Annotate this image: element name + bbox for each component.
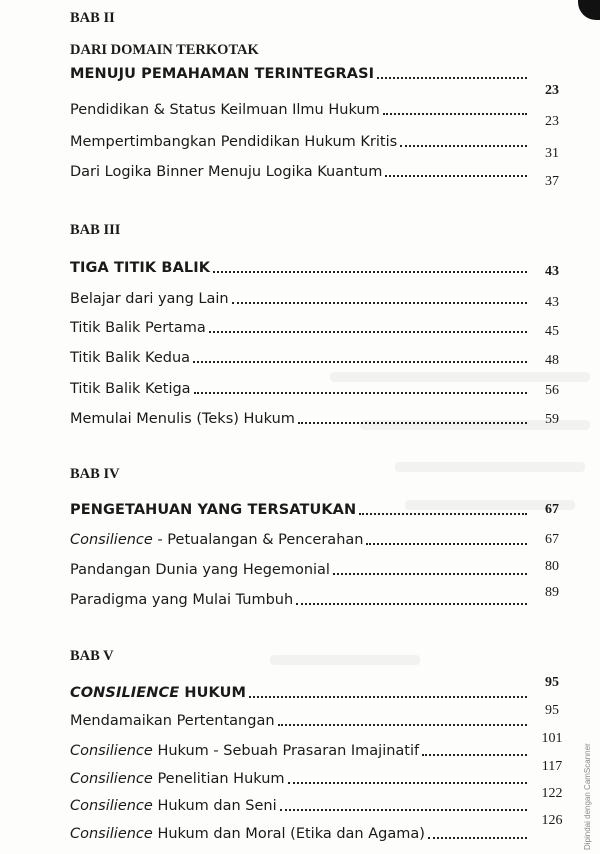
entry-text: Pendidikan & Status Keilmuan Ilmu Hukum — [70, 102, 380, 118]
show-through — [395, 462, 585, 472]
leader-dots — [428, 836, 527, 839]
entry-rest: Penelitian Hukum — [152, 771, 285, 787]
page-number: 126 — [541, 813, 563, 828]
toc-entry — [70, 344, 530, 366]
show-through — [270, 655, 420, 665]
toc-chapter-entry — [70, 679, 530, 701]
leader-dots — [278, 723, 527, 726]
chapter-label-bab-4: BAB IV — [70, 466, 120, 482]
scanner-watermark — [583, 700, 595, 850]
page-number: 23 — [545, 114, 559, 129]
page-number: 48 — [545, 353, 559, 368]
entry-text: Mempertimbangkan Pendidikan Hukum Kritis — [70, 134, 398, 150]
toc-entry — [70, 586, 530, 608]
entry-rest: Hukum dan Seni — [152, 798, 277, 814]
entry-text: MENUJU PEMAHAMAN TERINTEGRASI — [70, 66, 375, 82]
leader-dots — [288, 781, 527, 784]
leader-dots — [359, 512, 527, 515]
toc-entry — [70, 707, 530, 729]
entry-text — [70, 743, 419, 759]
page-number: 37 — [545, 174, 559, 189]
entry-text: Mendamaikan Pertentangan — [70, 713, 275, 729]
entry-text — [70, 826, 425, 842]
entry-italic: Consilience — [70, 826, 153, 842]
page-number: 80 — [545, 559, 559, 574]
entry-rest: Hukum dan Moral (Etika dan Agama) — [152, 826, 425, 842]
leader-dots — [232, 301, 527, 304]
page-number: 56 — [545, 383, 559, 398]
watermark-text: Dipindai dengan CamScanner — [583, 743, 592, 850]
entry-text: Pandangan Dunia yang Hegemonial — [70, 562, 330, 578]
toc-entry — [70, 158, 530, 180]
toc-entry — [70, 375, 530, 397]
entry-text: Belajar dari yang Lain — [70, 291, 229, 307]
page-number: 117 — [541, 759, 563, 774]
leader-dots — [400, 144, 527, 147]
entry-text — [70, 798, 277, 814]
page-number: 31 — [545, 146, 559, 161]
page-number: 95 — [545, 675, 559, 690]
chapter-label-bab-5: BAB V — [70, 648, 114, 664]
toc-entry — [70, 765, 530, 787]
leader-dots — [296, 602, 527, 605]
toc-entry — [70, 556, 530, 578]
toc-entry — [70, 405, 530, 427]
leader-dots — [333, 572, 527, 575]
leader-dots — [383, 112, 527, 115]
entry-italic: CONSILIENCE — [70, 685, 180, 701]
page-number: 67 — [545, 502, 559, 517]
entry-text: Memulai Menulis (Teks) Hukum — [70, 411, 295, 427]
chapter-title-line1: DARI DOMAIN TERKOTAK — [70, 42, 259, 58]
entry-text: Titik Balik Kedua — [70, 350, 191, 366]
page-number: 122 — [541, 786, 563, 801]
entry-rest: Hukum - Sebuah Prasaran Imajinatif — [152, 743, 420, 759]
toc-entry — [70, 314, 530, 336]
leader-dots — [385, 174, 527, 177]
toc-entry — [70, 526, 530, 548]
toc-entry — [70, 792, 530, 814]
toc-chapter-entry — [70, 60, 530, 82]
entry-text: PENGETAHUAN YANG TERSATUKAN — [70, 502, 357, 518]
leader-dots — [249, 695, 527, 698]
entry-text: Titik Balik Ketiga — [70, 381, 191, 397]
page-number: 23 — [545, 83, 559, 98]
page-number: 45 — [545, 324, 559, 339]
toc-entry — [70, 737, 530, 759]
leader-dots — [366, 542, 527, 545]
toc-chapter-entry — [70, 254, 530, 276]
chapter-label-bab-3: BAB III — [70, 222, 121, 238]
leader-dots — [209, 330, 527, 333]
entry-text: Paradigma yang Mulai Tumbuh — [70, 592, 294, 608]
chapter-label-bab-2: BAB II — [70, 10, 115, 26]
entry-text — [70, 532, 363, 548]
leader-dots — [422, 753, 527, 756]
page-corner-shadow — [578, 0, 600, 20]
entry-text — [70, 771, 285, 787]
page-number: 67 — [545, 532, 559, 547]
entry-text — [70, 685, 246, 701]
leader-dots — [280, 808, 527, 811]
page-number: 101 — [541, 731, 563, 746]
leader-dots — [377, 76, 527, 79]
toc-entry — [70, 96, 530, 118]
entry-italic: Consilience — [70, 532, 153, 548]
entry-text: TIGA TITIK BALIK — [70, 260, 211, 276]
page-number: 59 — [545, 412, 559, 427]
toc-chapter-entry — [70, 496, 530, 518]
entry-italic: Consilience — [70, 743, 153, 759]
page-number: 43 — [545, 295, 559, 310]
page-number: 89 — [545, 585, 559, 600]
page-number: 43 — [545, 264, 559, 279]
entry-rest: HUKUM — [179, 685, 247, 701]
toc-entry — [70, 820, 530, 842]
leader-dots — [193, 360, 527, 363]
page-number: 95 — [545, 703, 559, 718]
entry-text: Titik Balik Pertama — [70, 320, 206, 336]
entry-italic: Consilience — [70, 798, 153, 814]
toc-entry — [70, 128, 530, 150]
toc-entry — [70, 285, 530, 307]
leader-dots — [194, 391, 527, 394]
entry-text: Dari Logika Binner Menuju Logika Kuantum — [70, 164, 383, 180]
entry-italic: Consilience — [70, 771, 153, 787]
leader-dots — [298, 421, 527, 424]
entry-rest: - Petualangan & Pencerahan — [152, 532, 364, 548]
leader-dots — [213, 270, 527, 273]
